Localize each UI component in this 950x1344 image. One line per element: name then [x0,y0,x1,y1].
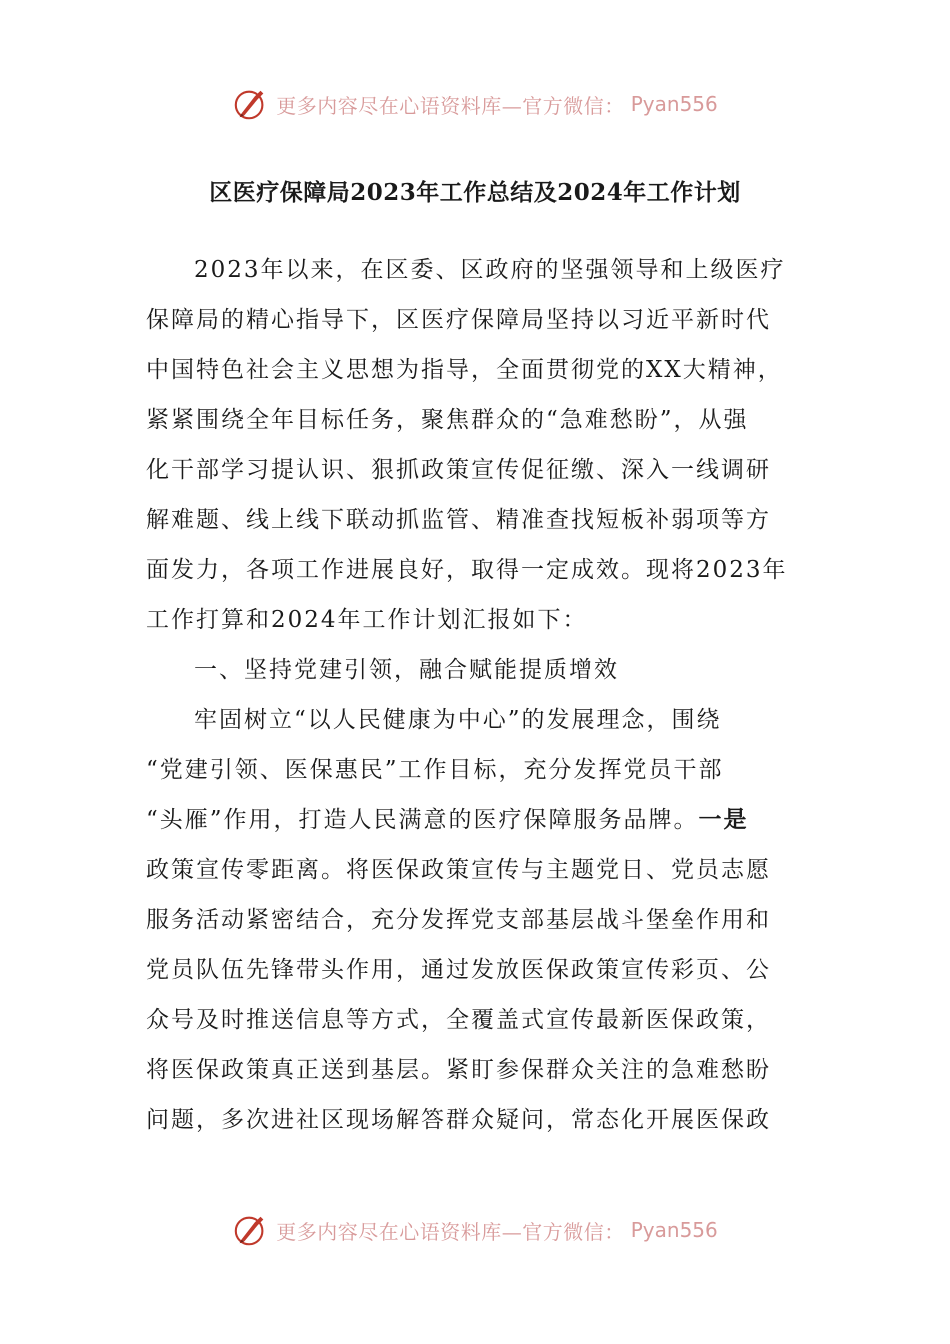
document-title: 区医疗保障局2023年工作总结及2024年工作计划 [209,179,741,206]
watermark-wechat-id: Pyan556 [630,92,718,116]
text-line: 牢固树立“以人民健康为中心”的发展理念，围绕 [194,707,722,733]
text-line: 2023年以来，在区委、区政府的坚强领导和上级医疗 [194,257,786,283]
bold-marker: 一是 [698,806,749,833]
text-line: 解难题、线上线下联动抓监管、精准查找短板补弱项等方 [146,507,771,533]
text-line: 中国特色社会主义思想为指导，全面贯彻党的XX大精神， [146,357,783,383]
brush-pen-logo-icon [232,1211,270,1249]
text-line: 众号及时推送信息等方式，全覆盖式宣传最新医保政策， [146,1007,771,1033]
text-line: 党员队伍先锋带头作用，通过发放医保政策宣传彩页、公 [146,957,771,983]
text-line: 政策宣传零距离。将医保政策宣传与主题党日、党员志愿 [146,857,771,883]
text-line: 将医保政策真正送到基层。紧盯参保群众关注的急难愁盼 [146,1057,771,1083]
brush-pen-logo-icon [232,85,270,123]
watermark-text: 更多内容尽在心语资料库—官方微信： [276,93,625,118]
text-line: 化干部学习提认识、狠抓政策宣传促征缴、深入一线调研 [146,457,771,483]
watermark-wechat-id: Pyan556 [630,1218,718,1242]
text-line: 紧紧围绕全年目标任务，聚焦群众的“急难愁盼”，从强 [146,407,749,433]
watermark-banner-top [0,84,950,124]
section-heading: 一、坚持党建引领，融合赋能提质增效 [194,657,619,683]
watermark-text: 更多内容尽在心语资料库—官方微信： [276,1219,625,1244]
text-line: “党建引领、医保惠民”工作目标，充分发挥党员干部 [146,757,724,783]
watermark-banner-bottom [0,1210,950,1250]
text-line: 保障局的精心指导下，区医疗保障局坚持以习近平新时代 [146,307,771,333]
text-line [146,795,794,845]
text-line: 工作打算和2024年工作计划汇报如下： [146,607,588,633]
text-line-body: “头雁”作用，打造人民满意的医疗保障服务品牌。 [146,807,699,833]
text-line: 服务活动紧密结合，充分发挥党支部基层战斗堡垒作用和 [146,907,771,933]
document-body [146,245,794,1145]
text-line: 面发力，各项工作进展良好，取得一定成效。现将2023年 [146,557,788,583]
text-line: 问题，多次进社区现场解答群众疑问，常态化开展医保政 [146,1107,771,1133]
